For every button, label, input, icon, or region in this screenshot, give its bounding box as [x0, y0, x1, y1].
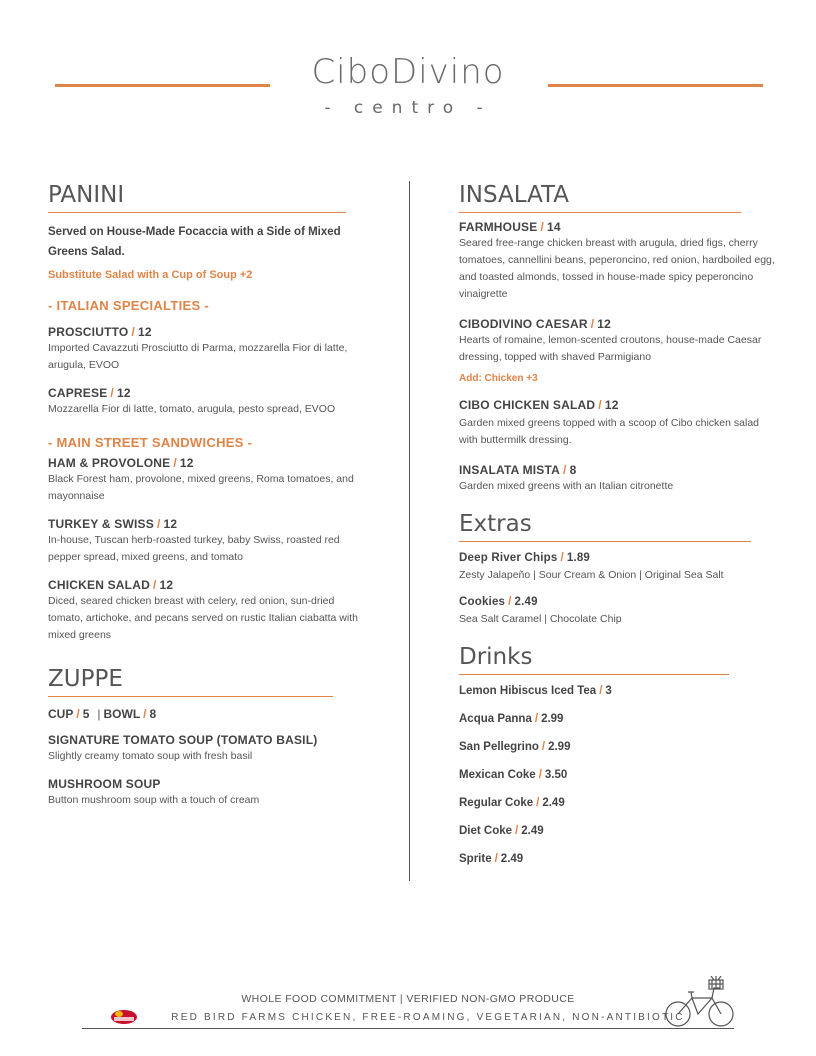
item-description: Garden mixed greens with an Italian citronette	[459, 480, 674, 492]
menu-item	[48, 325, 358, 374]
price-slash: /	[494, 853, 498, 865]
menu-footer	[0, 990, 816, 1050]
item-description: Sea Salt Caramel | Chocolate Chip	[459, 613, 622, 625]
restaurant-name: CiboDivino	[311, 52, 505, 92]
drink-item	[459, 739, 779, 756]
zuppe-section	[48, 664, 358, 809]
item-name: Acqua Panna	[459, 713, 532, 725]
bowl-label: BOWL	[103, 707, 141, 721]
location-subtitle: - centro -	[324, 98, 492, 118]
section-rule	[459, 212, 741, 213]
section-rule	[459, 541, 751, 542]
item-price: 3	[605, 685, 612, 697]
drink-item	[459, 851, 779, 868]
header-rule-right	[548, 84, 763, 87]
menu-item	[459, 552, 779, 584]
item-name: Regular Coke	[459, 797, 534, 809]
menu-header	[0, 52, 816, 132]
price-slash: /	[515, 825, 519, 837]
item-name: CIBODIVINO CAESAR	[459, 317, 588, 331]
item-price: 1.89	[566, 552, 591, 564]
item-description: Seared free-range chicken breast with arugula, dried figs, cherry tomatoes, cannellini beans, peperoncino, red onion, hardboiled egg, and toasted almonds, tossed in house-made spicy peperoncino vinaigrette	[459, 237, 775, 300]
item-price: 2.49	[500, 853, 524, 865]
menu-item	[48, 777, 358, 809]
price-slash: /	[590, 317, 595, 331]
item-name: CHICKEN SALAD	[48, 578, 150, 592]
price-slash: /	[598, 398, 602, 412]
footer-red-bird: RED BIRD FARMS CHICKEN, FREE-ROAMING, VEGETARIAN, NON-ANTIBIOTIC	[171, 1012, 685, 1023]
price-slash: /	[560, 552, 564, 564]
item-name: CIBO CHICKEN SALAD	[459, 398, 596, 412]
price-slash: /	[110, 386, 114, 400]
item-description: Slightly creamy tomato soup with fresh basil	[48, 750, 253, 762]
drinks-section	[459, 642, 779, 868]
bicycle-icon	[664, 976, 736, 1028]
item-name: PROSCIUTTO	[48, 325, 129, 339]
price-slash: /	[156, 517, 161, 531]
item-name: San Pellegrino	[459, 741, 539, 753]
price-slash: /	[534, 713, 539, 725]
category-main-street-sandwiches: - MAIN STREET SANDWICHES -	[48, 435, 253, 450]
item-name: FARMHOUSE	[459, 220, 538, 234]
footer-rule	[82, 1028, 734, 1029]
item-name: CAPRESE	[48, 386, 108, 400]
category-italian-specialties: - ITALIAN SPECIALTIES -	[48, 298, 209, 313]
price-slash: /	[599, 685, 603, 697]
cup-price: 5	[82, 707, 90, 721]
menu-item	[459, 463, 779, 495]
price-slash: /	[143, 707, 147, 721]
item-name: HAM & PROVOLONE	[48, 456, 171, 470]
price-slash: /	[508, 596, 512, 608]
menu-item	[48, 578, 358, 644]
price-slash: /	[131, 325, 135, 339]
item-price: 2.99	[541, 713, 564, 725]
item-price: 2.99	[548, 741, 571, 753]
section-title-panini: PANINI	[48, 182, 125, 208]
item-description: Black Forest ham, provolone, mixed greens, Roma tomatoes, and mayonnaise	[48, 473, 354, 502]
item-description: Zesty Jalapeño | Sour Cream & Onion | Original Sea Salt	[459, 569, 724, 581]
item-name: Cookies	[459, 596, 506, 608]
item-description: In-house, Tuscan herb-roasted turkey, baby Swiss, roasted red pepper spread, mixed greens, and tomato	[48, 534, 340, 563]
drink-item	[459, 683, 779, 700]
item-price: 3.50	[544, 769, 568, 781]
price-slash: /	[152, 578, 157, 592]
item-description: Diced, seared chicken breast with celery, red onion, sun-dried tomato, artichoke, and pecans served on rustic Italian ciabatta with mixed greens	[48, 595, 358, 641]
drink-item	[459, 711, 779, 728]
menu-item	[459, 398, 779, 449]
left-column	[48, 180, 358, 809]
item-price: 12	[604, 398, 619, 412]
item-price: 12	[159, 578, 174, 592]
substitute-note: Substitute Salad with a Cup of Soup +2	[48, 269, 253, 281]
separator: |	[97, 707, 101, 721]
price-slash: /	[173, 456, 177, 470]
drink-item	[459, 795, 779, 812]
item-price: 12	[138, 325, 152, 339]
section-title-insalata: INSALATA	[459, 182, 570, 208]
menu-item	[459, 220, 779, 303]
item-name: Sprite	[459, 853, 492, 865]
item-name: Lemon Hibiscus Iced Tea	[459, 685, 597, 697]
cup-label: CUP	[48, 707, 74, 721]
add-chicken-note: Add: Chicken +3	[459, 373, 538, 384]
item-name: INSALATA MISTA	[459, 463, 561, 477]
price-slash: /	[541, 741, 546, 753]
footer-commitment: WHOLE FOOD COMMITMENT | VERIFIED NON-GMO PRODUCE	[241, 993, 575, 1005]
menu-item	[459, 596, 779, 628]
item-price: 12	[116, 386, 131, 400]
menu-item	[48, 733, 358, 765]
section-title-zuppe: ZUPPE	[48, 666, 123, 692]
section-rule	[459, 674, 729, 675]
price-slash: /	[76, 707, 80, 721]
item-name: MUSHROOM SOUP	[48, 777, 161, 791]
item-name: SIGNATURE TOMATO SOUP (TOMATO BASIL)	[48, 733, 318, 747]
drink-item	[459, 823, 779, 840]
section-rule	[48, 696, 333, 697]
section-rule	[48, 212, 346, 213]
price-slash: /	[538, 769, 542, 781]
bowl-price: 8	[149, 707, 157, 721]
item-name: Mexican Coke	[459, 769, 536, 781]
right-column	[459, 180, 779, 868]
soup-size-prices	[48, 707, 358, 721]
item-description: Hearts of romaine, lemon-scented croutons, house-made Caesar dressing, topped with shaved Parmigiano	[459, 334, 762, 363]
item-name: Diet Coke	[459, 825, 513, 837]
item-price: 8	[569, 463, 577, 477]
extras-section	[459, 509, 779, 628]
item-price: 2.49	[542, 797, 565, 809]
menu-item	[48, 456, 358, 505]
item-price: 12	[163, 517, 178, 531]
panini-intro: Served on House-Made Focaccia with a Side of Mixed Greens Salad.	[48, 226, 341, 258]
section-title-drinks: Drinks	[459, 644, 533, 670]
item-price: 14	[547, 220, 561, 234]
item-name: Deep River Chips	[459, 552, 558, 564]
menu-item	[48, 386, 358, 418]
item-price: 12	[597, 317, 612, 331]
item-description: Garden mixed greens topped with a scoop of Cibo chicken salad with buttermilk dressing.	[459, 417, 760, 446]
drink-item	[459, 767, 779, 784]
item-price: 2.49	[514, 596, 538, 608]
price-slash: /	[540, 220, 545, 234]
menu-item	[48, 517, 358, 566]
insalata-section	[459, 180, 779, 495]
panini-section	[48, 180, 358, 644]
price-slash: /	[536, 797, 540, 809]
item-name: TURKEY & SWISS	[48, 517, 154, 531]
section-title-extras: Extras	[459, 511, 532, 537]
item-price: 12	[179, 456, 194, 470]
item-description: Mozzarella Fior di latte, tomato, arugula, pesto spread, EVOO	[48, 403, 336, 415]
column-divider	[409, 181, 410, 881]
menu-item	[459, 317, 779, 384]
item-description: Imported Cavazzuti Prosciutto di Parma, mozzarella Fior di latte, arugula, EVOO	[48, 342, 348, 371]
item-price: 2.49	[521, 825, 544, 837]
item-description: Button mushroom soup with a touch of cream	[48, 794, 260, 806]
price-slash: /	[563, 463, 567, 477]
